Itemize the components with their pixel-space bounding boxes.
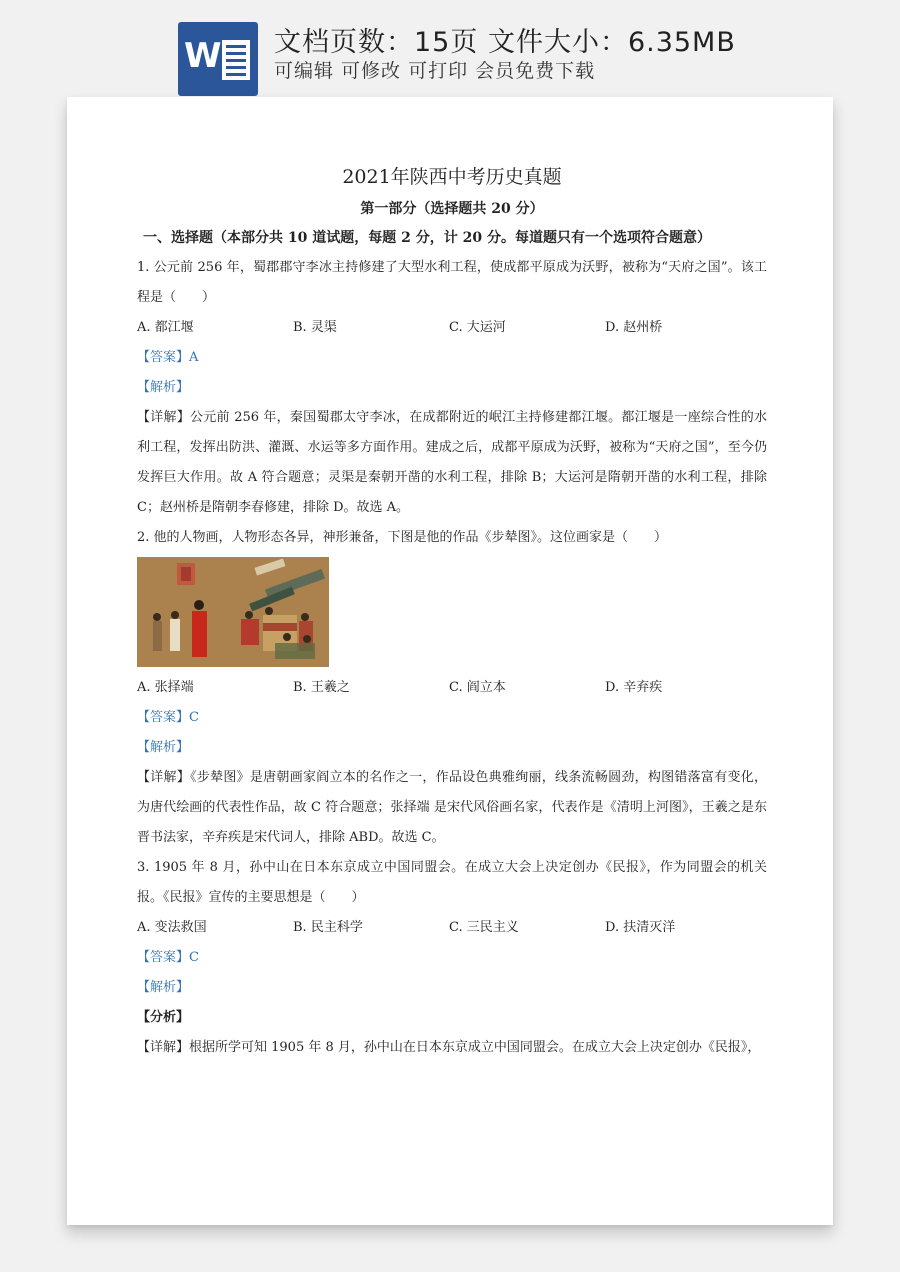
doc-title: 2021年陕西中考历史真题 <box>342 166 562 188</box>
word-doc-icon <box>178 22 258 96</box>
doc-subtitle: 第一部分（选择题共 20 分） <box>360 201 544 217</box>
question-2-detail: 【详解】《步辇图》是唐朝画家阎立本的名作之一，作品设色典雅绚丽，线条流畅圆劲，构图错落富有变化，为唐代绘画的代表性作品，故 C 符合题意；张择端 是宋代风俗画名家，代表作是《清明上河图》，王羲之是东晋书法家，辛弃疾是宋代词人，排除 ABD。故选 C。 <box>137 770 767 845</box>
option-a: A. 变法救国 <box>137 920 207 935</box>
question-1-answer: 【答案】A <box>137 350 199 365</box>
option-b: B. 王羲之 <box>293 680 350 695</box>
option-c: C. 阎立本 <box>449 680 506 695</box>
doc-features: 可编辑 可修改 可打印 会员免费下载 <box>274 60 596 82</box>
option-c: C. 大运河 <box>449 320 506 335</box>
question-2-stem: 2. 他的人物画，人物形态各异，神形兼备，下图是他的作品《步辇图》。这位画家是（ ） <box>137 530 668 545</box>
word-icon-letter: W <box>184 36 222 76</box>
word-icon-lines <box>222 40 250 80</box>
question-3-analysis: 【解析】 <box>137 980 190 995</box>
question-3-detail: 【详解】根据所学可知 1905 年 8 月，孙中山在日本东京成立中国同盟会。在成立大会上决定创办《民报》， <box>137 1040 761 1055</box>
option-b: B. 灵渠 <box>293 320 337 335</box>
painting-image <box>137 557 329 667</box>
option-a: A. 张择端 <box>137 680 194 695</box>
question-2-answer: 【答案】C <box>137 710 199 725</box>
question-3-answer: 【答案】C <box>137 950 199 965</box>
doc-stats: 文档页数：15页 文件大小：6.35MB <box>274 27 736 58</box>
question-1-detail: 【详解】公元前 256 年，秦国蜀郡太守李冰，在成都附近的岷江主持修建都江堰。都江堰是一座综合性的水利工程，发挥出防洪、灌溉、水运等多方面作用。建成之后，成都平原成为沃野，被称为“天府之国”，至今仍发挥巨大作用。故 A 符合题意；灵渠是秦朝开凿的水利工程，排除 B；大运河是隋朝开凿的水利工程，排除 C；赵州桥是隋朝李春修建，排除 D。故选 A。 <box>137 410 767 515</box>
question-2-options <box>137 673 767 703</box>
option-d: D. 扶清灭洋 <box>605 920 676 935</box>
option-b: B. 民主科学 <box>293 920 363 935</box>
question-3-fenxi: 【分析】 <box>137 1010 190 1025</box>
question-3-stem: 3. 1905 年 8 月，孙中山在日本东京成立中国同盟会。在成立大会上决定创办《民报》，作为同盟会的机关报。《民报》宣传的主要思想是（ ） <box>137 860 767 905</box>
section-heading: 一、选择题（本部分共 10 道试题，每题 2 分，计 20 分。每道题只有一个选项符合题意） <box>143 230 711 246</box>
download-banner <box>0 0 900 100</box>
option-d: D. 辛弃疾 <box>605 680 663 695</box>
document-body <box>137 157 767 1063</box>
option-c: C. 三民主义 <box>449 920 519 935</box>
option-a: A. 都江堰 <box>137 320 194 335</box>
question-1-stem: 1. 公元前 256 年，蜀郡郡守李冰主持修建了大型水利工程，使成都平原成为沃野，被称为“天府之国”。该工程是（ ） <box>137 260 767 305</box>
question-1-options <box>137 313 767 343</box>
document-page <box>67 97 833 1225</box>
option-d: D. 赵州桥 <box>605 320 663 335</box>
question-1-analysis: 【解析】 <box>137 380 190 395</box>
question-3-options <box>137 913 767 943</box>
question-2-analysis: 【解析】 <box>137 740 190 755</box>
